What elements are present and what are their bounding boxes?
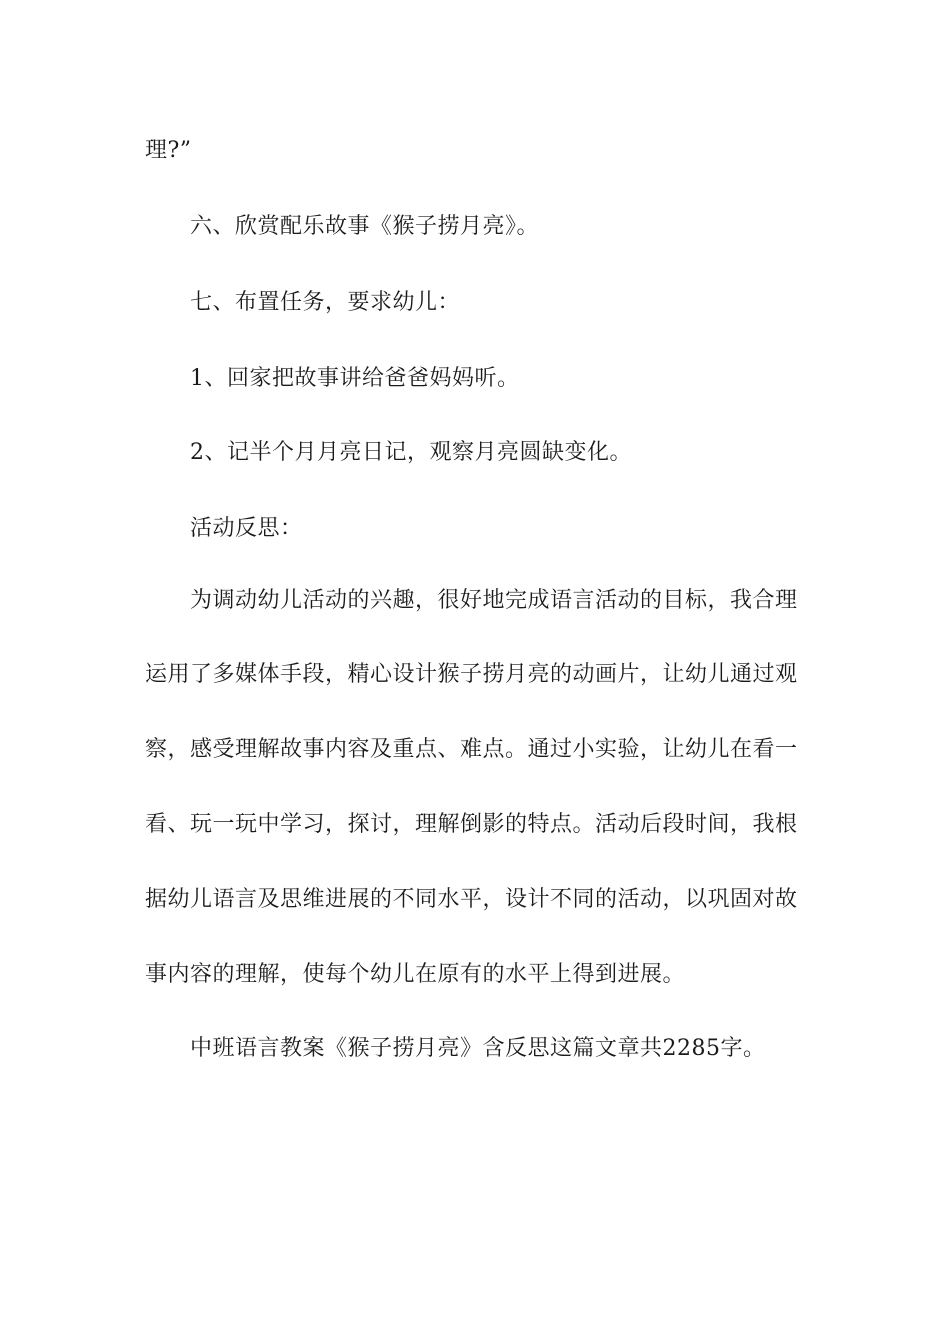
text-line-task-one: 1、回家把故事讲给爸爸妈妈听。	[190, 366, 520, 391]
article-word-count: 中班语言教案《猴子捞月亮》含反思这篇文章共2285字。	[190, 1036, 766, 1061]
text-line-step-six: 六、欣赏配乐故事《猴子捞月亮》。	[190, 214, 540, 239]
text-line-step-seven: 七、布置任务，要求幼儿：	[190, 290, 461, 315]
reflection-line: 看、玩一玩中学习，探讨，理解倒影的特点。活动后段时间，我根	[145, 812, 798, 837]
reflection-line: 事内容的理解，使每个幼儿在原有的水平上得到进展。	[145, 962, 686, 987]
reflection-line: 为调动幼儿活动的兴趣，很好地完成语言活动的目标，我合理	[190, 588, 798, 613]
reflection-line: 运用了多媒体手段，精心设计猴子捞月亮的动画片，让幼儿通过观	[145, 662, 798, 687]
reflection-line: 察，感受理解故事内容及重点、难点。通过小实验，让幼儿在看一	[145, 737, 798, 762]
reflection-line: 据幼儿语言及思维进展的不同水平，设计不同的活动，以巩固对故	[145, 887, 798, 912]
text-line-task-two: 2、记半个月月亮日记，观察月亮圆缺变化。	[190, 440, 632, 465]
section-heading-reflection: 活动反思：	[190, 516, 303, 541]
text-line-continuation: 理?”	[145, 138, 192, 163]
